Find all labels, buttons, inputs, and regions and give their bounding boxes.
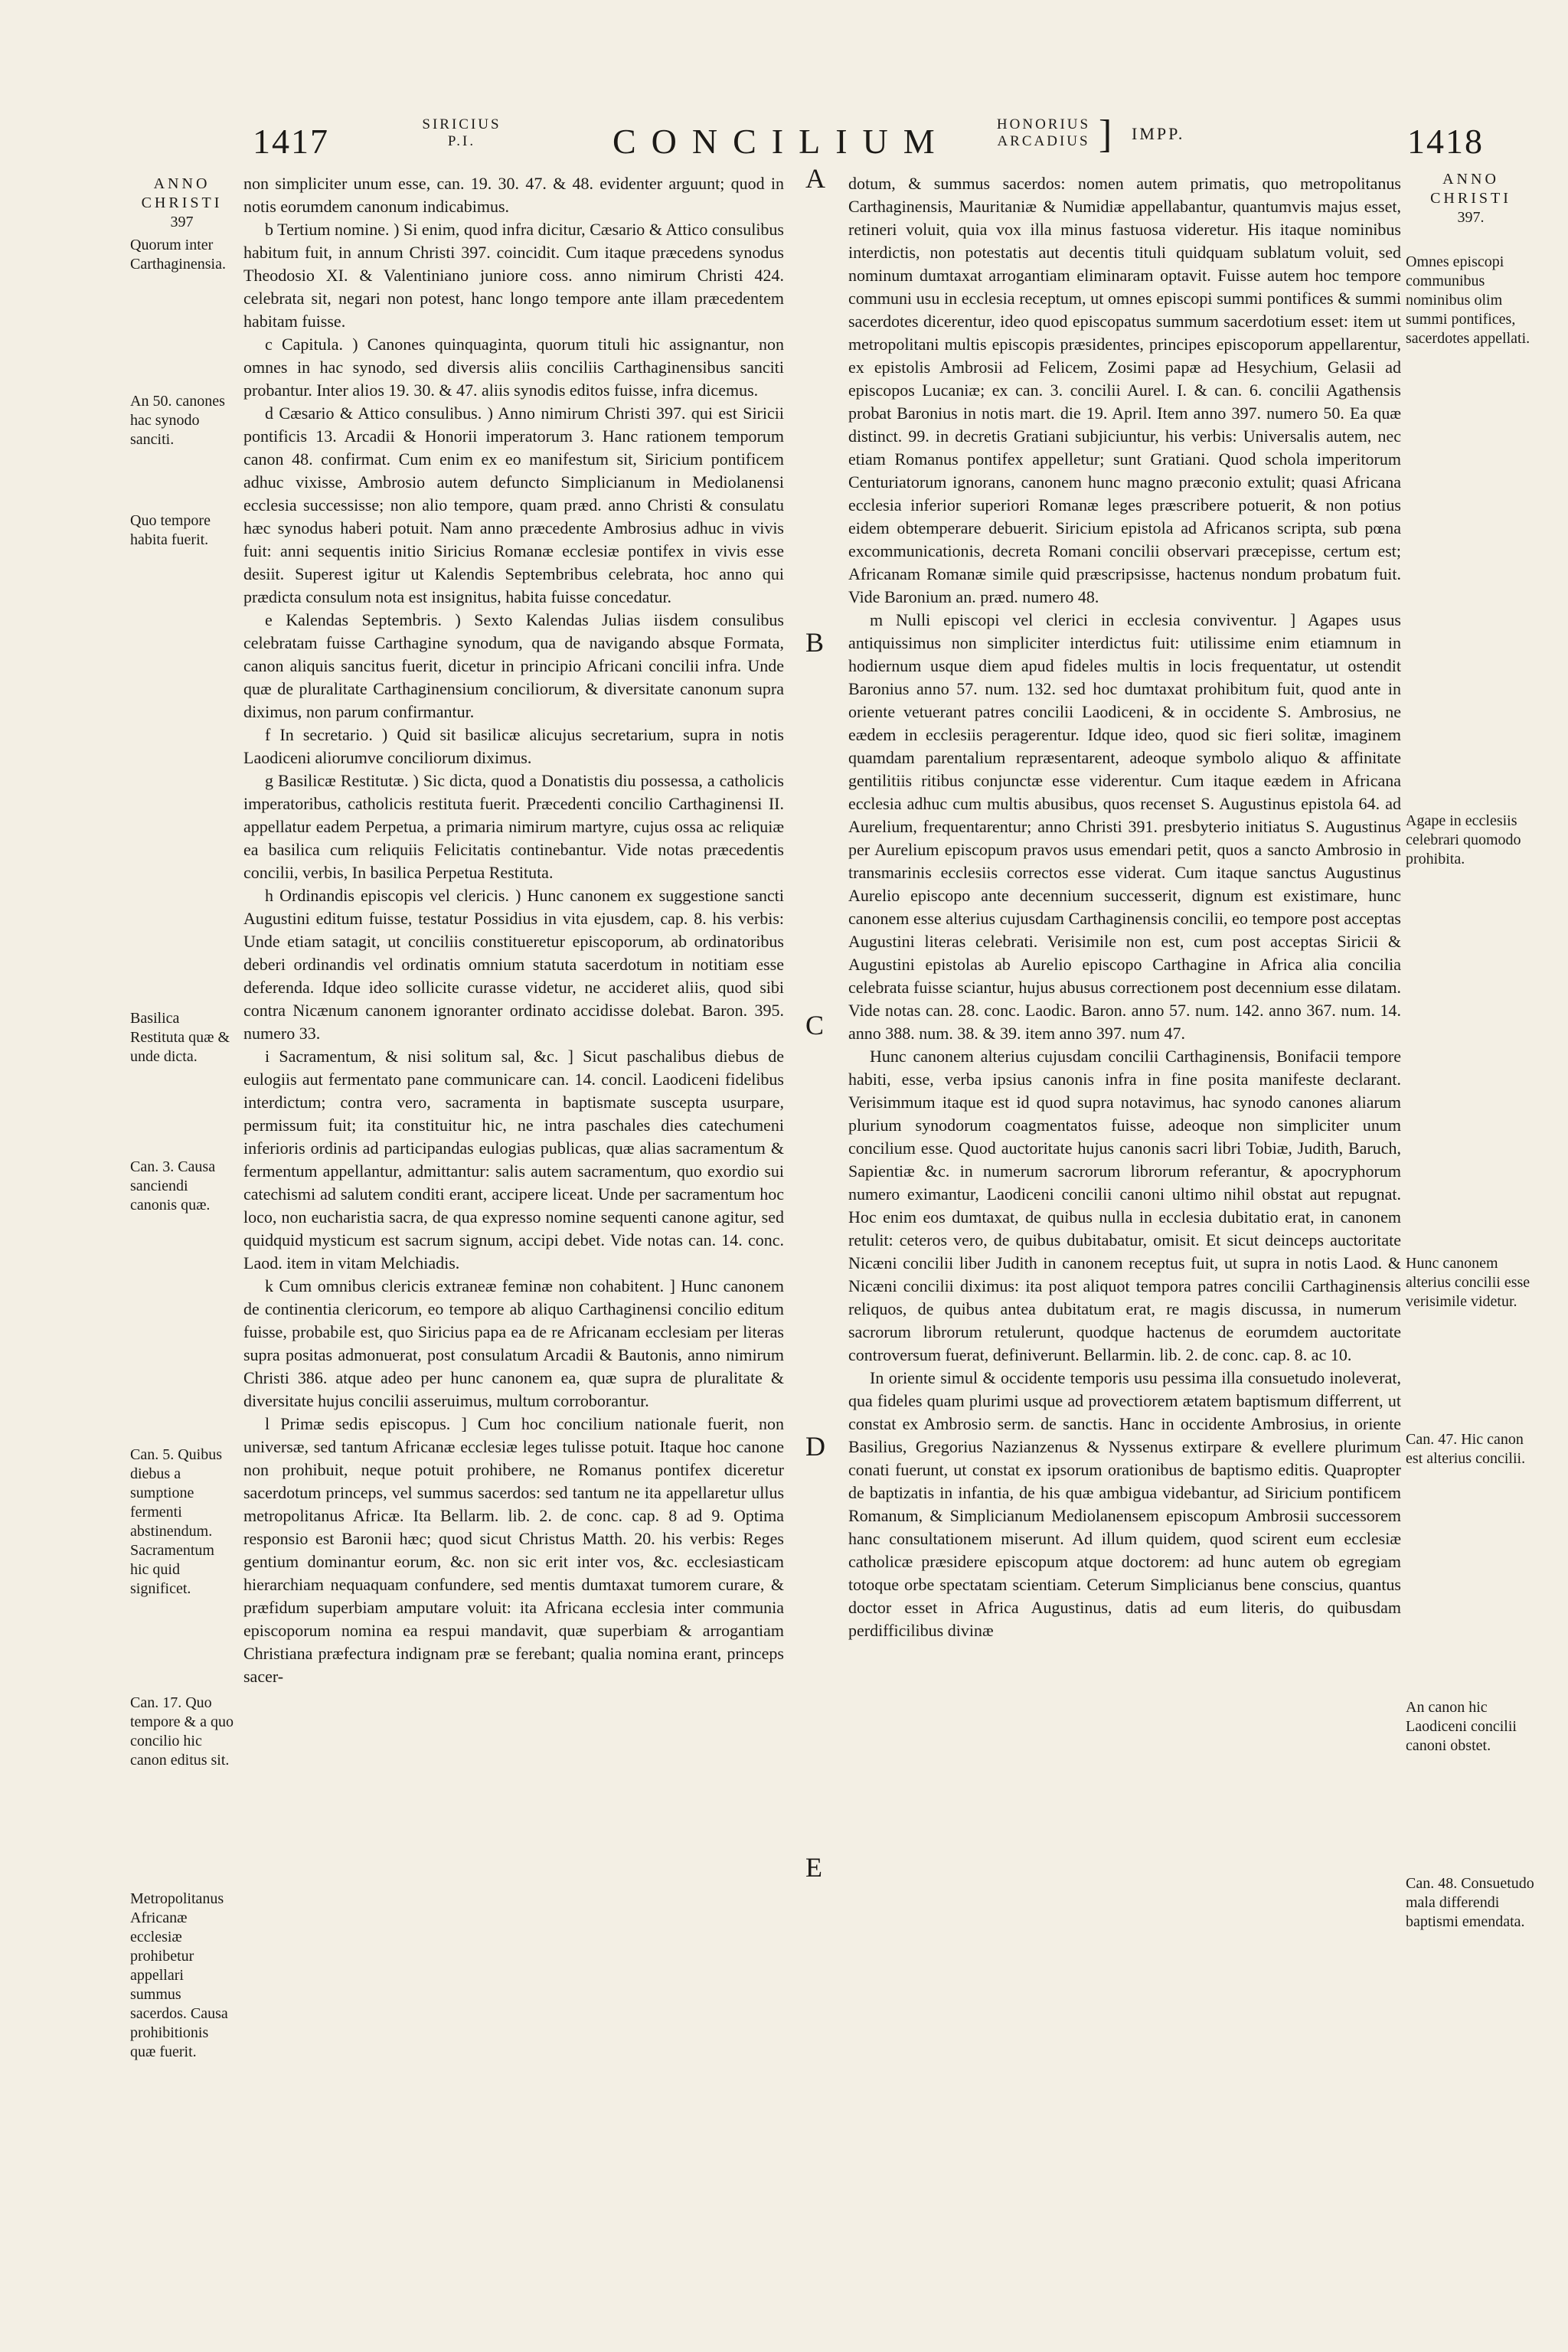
christi-label: CHRISTI (141, 194, 223, 211)
section-letter: A (805, 163, 825, 194)
margin-note: Quorum inter Carthaginensia. (130, 237, 226, 273)
margin-note: Omnes episcopi communibus nominibus olim summi pontifices, sacerdotes appellati. (1406, 253, 1530, 347)
right-page-number: 1418 (1407, 122, 1484, 161)
margin-note: Can. 48. Consuetudo mala differendi baptismi emendata. (1406, 1875, 1534, 1930)
paragraph: m Nulli episcopi vel clerici in ecclesia conviventur. ] Agapes usus antiquissimus non simpliciter interdictus fuit: utilissime enim etiamnum in hodiernum usque diem apud fideles multis in locis frequentatur, ut ostendit Baronius anno 57. num. 132. sed hoc dumtaxat prohibitum fuit, quod ante in oriente vetuerant patres concilii Laodiceni, & in occidente S. Ambrosius, ne eædem in ecclesiis peragerentur. Idque ideo, quod sic fieri solitæ, imaginem quamdam parentalium repræsentarent, adeoque symbolo aliquo & affinitate gentilitiis ritibus conjunctæ esse viderentur. Cum itaque eædem in Africana ecclesia adhuc cum multis abusibus, quos recenset S. Augustinus epistola 64. ad Aurelium, frequentarentur; anno Christi 391. presbyterio initiatus S. Augustinus per Aurelium episcopum pravos usus emendari petit, quos a sancto Ambrosio in transmarinis ecclesiis correctos esse viderat. Cum itaque sanctus Augustinus Aurelio episcopo ante decennium successerit, dignum est existimare, hunc canonem esse alterius cujusdam Carthaginensis concilii, eo tempore post acceptas Augustini literas celebrati. Verisimile non est, cum post acceptas Siricii & Augustini epistolas ab Aurelio episcopo Carthagine in Africa alia concilia celebrata fuisse sciantur, hujus abusus correctionem post decennium esse dilatam. Vide notas can. 28. conc. Laodic. Baron. anno 57. num. 142. anno 367. num. 14. anno 388. num. 38. & 39. item anno 397. num 47. (848, 610, 1401, 1043)
paragraph: Hunc canonem alterius cujusdam concilii Carthaginensis, Bonifacii tempore habiti, esse, verba ipsius canonis infra in fine posita manifeste declarant. Verisimmum itaque est id quod supra notavimus, hac synodo canones aliarum plurium synodorum coagmentatos fuisse, adeoque non simpliciter unum concilium esse. Quod auctoritate hujus canonis sacri libri Tobiæ, Judith, Baruch, Sapientiæ &c. in numerum sacrorum librorum referantur, & apocryphorum numero eximantur, Laodiceni concilii canoni ultimo nihil obstat aut repugnat. Hoc enim eos dumtaxat, de quibus nulla in ecclesia dubitatio erat, in canonem retulit: ceteros vero, de quibus dubitabatur, omisit. Et sicut deinceps auctoritate Nicæni concilii liber Judith in canonem receptus fuit, ut supra in notis Laod. & Nicæni concilii diximus: ita post aliquot tempora patres concilii Carthaginensis reliquos, de quibus antea dubitatum erat, re magis discussa, in numerum sacrorum librorum retulerunt, quodque hactenus de eorumdem auctoritate controversum fuerat, definiverunt. Bellarmin. lib. 2. de conc. cap. 8. ac 10. (848, 1047, 1401, 1364)
margin-note: An canon hic Laodiceni concilii canoni obstet. (1406, 1699, 1517, 1754)
paragraph: f In secretario. ) Quid sit basilicæ alicujus secretarium, supra in notis Laodiceni aliorumve conciliorum diximus. (243, 725, 784, 767)
right-running-suffix: IMPP. (1132, 124, 1185, 143)
section-letter: D (805, 1431, 825, 1462)
left-running-head (420, 116, 504, 150)
section-letter: B (805, 627, 825, 658)
left-text-column (243, 172, 784, 2308)
year-label: 397. (1457, 209, 1485, 226)
left-page-number: 1417 (253, 122, 329, 161)
anno-label: ANNO (153, 175, 211, 192)
margin-note: Can. 5. Quibus diebus a sumptione fermenti abstinendum. Sacramentum hic quid significet. (130, 1446, 222, 1597)
paragraph: e Kalendas Septembris. ) Sexto Kalendas Julias iisdem consulibus celebratam fuisse Carthagine synodum, qua de navigando absque Formata, canon aliquis sancitus fuerit, dicetur in principio Africani concilii infra. Unde quæ de pluralitate Carthaginensium conciliorum, & diversitate canonum supra diximus, non parum confirmantur. (243, 610, 784, 721)
section-letter: C (805, 1010, 825, 1040)
section-letter: E (805, 1852, 822, 1883)
header-bracket: ] (1099, 113, 1112, 156)
year-label: 397 (170, 214, 194, 230)
margin-note: Can. 17. Quo tempore & a quo concilio hic canon editus sit. (130, 1694, 234, 1769)
right-text-column (848, 172, 1401, 2308)
margin-note: Can. 3. Causa sanciendi canonis quæ. (130, 1158, 216, 1214)
anno-label: ANNO (1442, 171, 1499, 188)
margin-note: Agape in ecclesiis celebrari quomodo prohibita. (1406, 812, 1521, 867)
paragraph: g Basilicæ Restitutæ. ) Sic dicta, quod a Donatistis diu possessa, a catholicis imperatoribus, catholicis restituta fuerit. Præcedenti concilio Carthaginensi II. appellatur eadem Perpetua, a primaria nimirum martyre, cujus ossa ac reliquiæ ea basilica cum reliquiis Felicitatis continebantur. Vide notas præcedentis concilii, verbis, In basilica Perpetua Restituta. (243, 771, 784, 882)
paragraph: i Sacramentum, & nisi solitum sal, &c. ] Sicut paschalibus diebus de eulogiis aut fermentato pane communicare can. 14. concil. Laodiceni fidelibus interdictum; contra vero, sacramenta in baptismate suscepta usurpare, permissum fuit; ita constituitur hic, ne intra paschales dies catechumeni inferioris ordinis ad participandas eulogias publicas, quæ alias sacramentum & fermentum appellantur, admittantur: salis autem sacramentum, quo exordio sui catechismi ad salutem conditi erant, accipere liceat. Unde per sacramentum hoc loco, non eucharistia sacra, de qua expresso nomine sequenti canone agitur, sed quidquid mysticum est sacrum signum, accipi debet. Vide notas can. 14. conc. Laod. item in vitam Melchiadis. (243, 1047, 784, 1272)
running-head-line: HONORIUS (996, 116, 1091, 132)
left-margin-year (130, 175, 234, 232)
paragraph: non simpliciter unum esse, can. 19. 30. 47. & 48. evidenter arguunt; quod in notis eorumdem canonum indicabimus. (243, 174, 784, 216)
margin-note: An 50. canones hac synodo sanciti. (130, 393, 225, 448)
margin-note: Quo tempore habita fuerit. (130, 512, 211, 548)
page-title: CONCILIUM (612, 122, 950, 161)
paragraph: h Ordinandis episcopis vel clericis. ) Hunc canonem ex suggestione sancti Augustini editum fuisse, testatur Possidius in vita ejusdem, cap. 8. his verbis: Unde etiam satagit, ut conciliis constitueretur episcoporum, ab ordinatoribus deberi ordinandis vel ordinatis omnium statuta sacerdotum in notitiam esse deferenda. Idque ideo sollicite curasse videtur, ne accideret aliis, quod sibi contra Nicænum canonem ignoranter ordinato accidisse dolebat. Baron. 395. numero 33. (243, 886, 784, 1043)
running-head-line: SIRICIUS (422, 116, 501, 132)
paragraph: l Primæ sedis episcopus. ] Cum hoc concilium nationale fuerit, non universæ, sed tantum Africanæ ecclesiæ leges tulisse potuit. Itaque hoc canone non prohibuit, neque potuit prohibere, ne Romanus pontifex diceretur sacerdotum princeps, vel summus sacerdos: sed tantum ne ita appellaretur ullus metropolitanus Africæ. Ita Bellarm. lib. 2. de conc. cap. 8 ad 9. Optima responsio est Baronii hæc; quod sicut Christus Matth. 20. his verbis: Reges gentium dominantur eorum, &c. non sic erit inter vos, &c. ecclesiasticam hierarchiam nequaquam confundere, sed mentis dumtaxat tumorem curare, & præfidum superbiam amputare voluit: ita Africana ecclesia inter communia episcoporum nomina ea respui mandavit, quæ superbiam & arrogantiam Christiana præfectura indignam præ se ferebant; qualia nomina erant, princeps sacer- (243, 1414, 784, 1686)
right-running-head (994, 116, 1093, 150)
margin-note: Basilica Restituta quæ & unde dicta. (130, 1010, 230, 1065)
paragraph: b Tertium nomine. ) Si enim, quod infra dicitur, Cæsario & Attico consulibus habitum fuit, in annum Christi 397. coincidit. Cum itaque præcedens synodus Theodosio XI. & Valentiniano juniore coss. anno nimirum Christi 424. celebrata sit, negari non potest, hanc longo tempore ante illam præcedentem habitam fuisse. (243, 220, 784, 331)
paragraph: c Capitula. ) Canones quinquaginta, quorum tituli hic assignantur, non omnes in hac synodo, sed diversis aliis conciliis Carthaginensibus sanciti probantur. Inter alios 19. 30. & 47. aliis synodis editos fuisse, infra dicemus. (243, 335, 784, 400)
christi-label: CHRISTI (1430, 190, 1511, 207)
margin-note: Metropolitanus Africanæ ecclesiæ prohibetur appellari summus sacerdos. Causa prohibitionis quæ fuerit. (130, 1890, 228, 2060)
running-head-line: P.I. (447, 133, 476, 149)
paragraph: d Cæsario & Attico consulibus. ) Anno nimirum Christi 397. qui est Siricii pontificis 13. Arcadii & Honorii imperatorum 3. Hanc rationem temporum canon 48. confirmat. Cum enim ex eo manifestum sit, Siricium pontificem adhuc vixisse, Ambrosio autem defuncto Simplicianum in Mediolanensi ecclesia successisse; non alio tempore, quam præd. anno Christi & consulatu hæc synodus haberi potuit. Nam anno præcedente Ambrosius adhuc in vivis fuit: anni sequentis initio Siricius Romanæ ecclesiæ pontifex in vivis esse desiit. Superest igitur ut Kalendis Septembribus celebrata, hoc anno qui prædicta consulum nota est insignitus, habita fuisse concedatur. (243, 403, 784, 606)
paragraph: In oriente simul & occidente temporis usu pessima illa consuetudo inoleverat, qua fideles quam plurimi usque ad provectiorem ætatem baptismum differrent, ut constat ex Ambrosio serm. de sanctis. Hanc in occidente Ambrosius, in oriente Basilius, Gregorius Nazianzenus & Nyssenus extirpare & evellere plurimum conati fuerunt, ut constat ex ipsorum orationibus de baptismo editis. Quapropter de baptizatis in infantia, de his quæ ambigua videbantur, ad Siricium pontificem Romanum, & Simplicianum Mediolanensem episcopum Ambrosii successorem hanc consultationem miserunt. Ad illum quidem, quod scirent eum ecclesiæ catholicæ præsidere episcopum atque doctorem: ad hunc autem ob egregiam totoque orbe spectatam scientiam. Ceterum Simplicianus bene conscius, quantus doctor esset in Africa Augustinus, datis ad eum literis, do quibusdam perdifficilibus divinæ (848, 1368, 1401, 1640)
paragraph: dotum, & summus sacerdos: nomen autem primatis, quo metropolitanus Carthaginensis, Mauritaniæ & Numidiæ appellabantur, quantumvis majus esset, retineri voluit, quia vox illa minus fastuosa videretur. His itaque nominibus interdictis, non potestatis aut decentis tituli quidquam sublatum voluit, sed nominum dumtaxat arrogantiam eliminaram optavit. Fuisse autem hoc tempore communi usu in ecclesia receptum, ut omnes episcopi summi pontifices & summi sacerdotes dicerentur, ideo quod episcopatus summum sacerdotium esset: item ut metropolitani multis episcopis præsidentes, principes episcoporum appellarentur, ex epistolis Ambrosii ad Felicem, Zosimi papæ ad Hesychium, Gelasii ad episcopos Lucaniæ; ex can. 3. concilii Aurel. I. & can. 6. concilii Agathensis probat Baronius in notis mart. die 19. April. Item anno 397. numero 50. Ea quæ distinct. 99. in decretis Gratiani subjiciuntur, his verbis: Universalis autem, nec etiam Romanus pontifex appelletur; sunt Gratiani. Quod schola imperitorum Centuriatorum ignorans, canonem hunc magno præconio extulit; quasi Africana ecclesia inferior superiori Romanæ leges præscribere potuerit, & non potius eidem obtemperare debuerit. Siricium epistola ad Africanos scripta, sub pœna excommunicationis, decreta Romani concilii observari præcepisse, certum est; Africanam Romanæ simile quid præscripsisse, hactenus nondum probatum fuit. Vide Baronium an. præd. numero 48. (848, 174, 1401, 606)
running-head-line: ARCADIUS (997, 133, 1090, 149)
right-margin-year (1406, 170, 1536, 227)
margin-note: Hunc canonem alterius concilii esse verisimile videtur. (1406, 1255, 1530, 1310)
running-header (0, 115, 1568, 168)
paragraph: k Cum omnibus clericis extraneæ feminæ non cohabitent. ] Hunc canonem de continentia clericorum, eo tempore ab aliquo Carthaginensi concilio editum fuisse, probabile est, quo Siricius papa ea de re Africanam ecclesiam per literas supra positas admonuerat, post consulatum Arcadii & Bautonis, anno nimirum Christi 386. atque adeo per hunc canonem ea, quæ supra de pluralitate & diversitate hujus concilii asseruimus, multum corroborantur. (243, 1276, 784, 1410)
margin-note: Can. 47. Hic canon est alterius concilii. (1406, 1431, 1526, 1467)
